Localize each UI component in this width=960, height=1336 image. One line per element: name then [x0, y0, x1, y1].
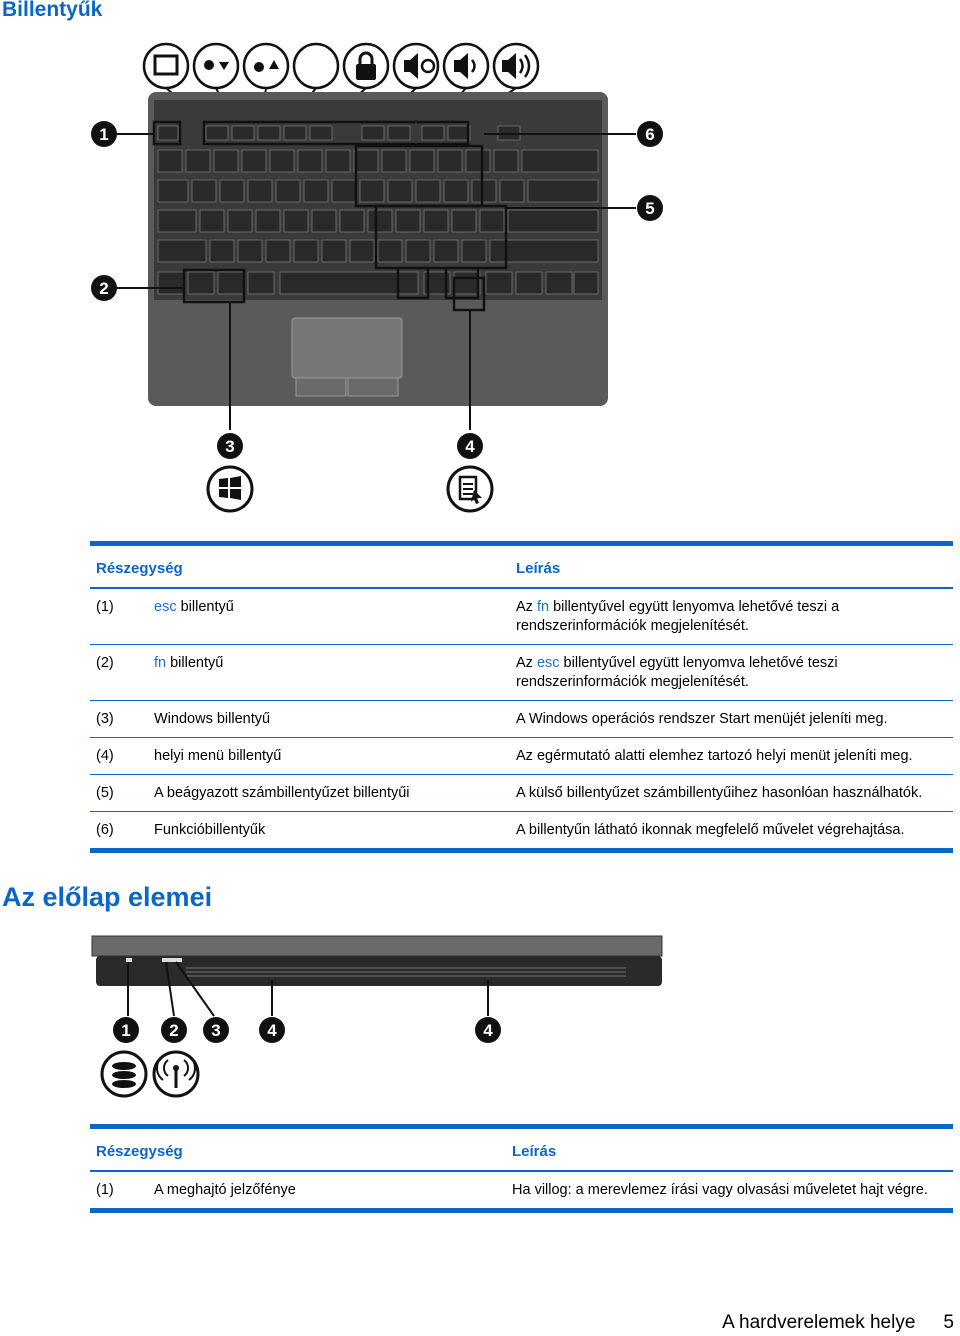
table-row — [90, 1171, 953, 1211]
svg-text:5: 5 — [645, 199, 655, 218]
table-row — [90, 775, 953, 812]
table-header-row — [90, 1127, 953, 1172]
front-callout-4a — [259, 1017, 285, 1043]
front-view-illustration — [86, 930, 676, 1102]
table-row — [90, 645, 953, 701]
front-components-table — [90, 1124, 953, 1213]
row-description: Az esc billentyűvel együtt lenyomva lehetővé teszi rendszerinformációk megjelenítését. — [516, 655, 838, 690]
row-number: (1) — [96, 1182, 114, 1198]
table-row — [90, 738, 953, 775]
front-callout-1 — [113, 1017, 139, 1043]
section-title-front: Az előlap elemei — [2, 882, 213, 912]
row-number: (2) — [96, 655, 114, 671]
page-number: 5 — [943, 1312, 954, 1333]
windows-key-icon — [208, 467, 252, 511]
svg-text:3: 3 — [211, 1021, 221, 1040]
brightness-up-icon — [254, 62, 264, 72]
wireless-light — [162, 958, 182, 962]
keys-table — [90, 541, 953, 853]
front-callout-4b — [475, 1017, 501, 1043]
callout-4 — [457, 433, 483, 459]
row-component: A beágyazott számbillentyűzet billentyűi — [154, 785, 410, 801]
row-description: Ha villog: a merevlemez írási vagy olvasási műveletet hajt végre. — [512, 1182, 928, 1198]
wireless-icon — [154, 1052, 198, 1096]
table-row — [90, 812, 953, 851]
svg-text:3: 3 — [225, 437, 235, 456]
row-number: (1) — [96, 599, 114, 615]
header-component: Részegység — [96, 560, 183, 577]
header-description: Leírás — [512, 1143, 557, 1160]
header-description: Leírás — [516, 560, 561, 577]
svg-text:4: 4 — [465, 437, 475, 456]
svg-text:2: 2 — [99, 279, 109, 298]
function-key-icon-row — [144, 44, 538, 88]
keyboard-illustration — [86, 38, 676, 518]
svg-text:1: 1 — [99, 125, 109, 144]
context-menu-icon — [448, 467, 492, 511]
svg-text:4: 4 — [483, 1021, 493, 1040]
section-title-keys: Billentyűk — [2, 0, 103, 21]
row-component: helyi menü billentyű — [154, 748, 282, 764]
table-row — [90, 588, 953, 645]
touchpad — [292, 318, 402, 378]
svg-text:6: 6 — [645, 125, 655, 144]
row-description: Az fn billentyűvel együtt lenyomva lehetővé teszi a rendszerinformációk megjelenítését. — [516, 599, 840, 634]
row-description: A billentyűn látható ikonnak megfelelő művelet végrehajtása. — [516, 822, 905, 838]
laptop-front-lid — [92, 936, 662, 956]
table-header-row — [90, 544, 953, 589]
drive-icon — [102, 1052, 146, 1096]
row-number: (4) — [96, 748, 114, 764]
front-callout-2 — [161, 1017, 187, 1043]
row-description: Az egérmutató alatti elemhez tartozó helyi menüt jeleníti meg. — [516, 748, 913, 764]
row-component: Funkcióbillentyűk — [154, 822, 266, 838]
row-description: A Windows operációs rendszer Start menüjét jeleníti meg. — [516, 711, 888, 727]
table-row — [90, 701, 953, 738]
row-component: fn billentyű — [154, 655, 224, 671]
svg-text:4: 4 — [267, 1021, 277, 1040]
row-number: (6) — [96, 822, 114, 838]
row-number: (5) — [96, 785, 114, 801]
row-component: A meghajtó jelzőfénye — [154, 1182, 296, 1198]
footer-chapter-title: A hardverelemek helye — [722, 1312, 916, 1333]
header-component: Részegység — [96, 1143, 183, 1160]
drive-light — [126, 958, 132, 962]
row-number: (3) — [96, 711, 114, 727]
callout-2 — [91, 275, 117, 301]
row-component: esc billentyű — [154, 599, 234, 615]
svg-text:2: 2 — [169, 1021, 179, 1040]
lock-icon — [356, 64, 376, 80]
callout-1 — [91, 121, 117, 147]
front-callout-3 — [203, 1017, 229, 1043]
brightness-down-icon — [204, 60, 214, 70]
callout-6 — [637, 121, 663, 147]
svg-text:1: 1 — [121, 1021, 131, 1040]
row-component: Windows billentyű — [154, 711, 271, 727]
page-footer — [722, 1312, 954, 1334]
callout-3 — [217, 433, 243, 459]
row-description: A külső billentyűzet számbillentyűihez hasonlóan használhatók. — [516, 785, 923, 801]
callout-5 — [637, 195, 663, 221]
